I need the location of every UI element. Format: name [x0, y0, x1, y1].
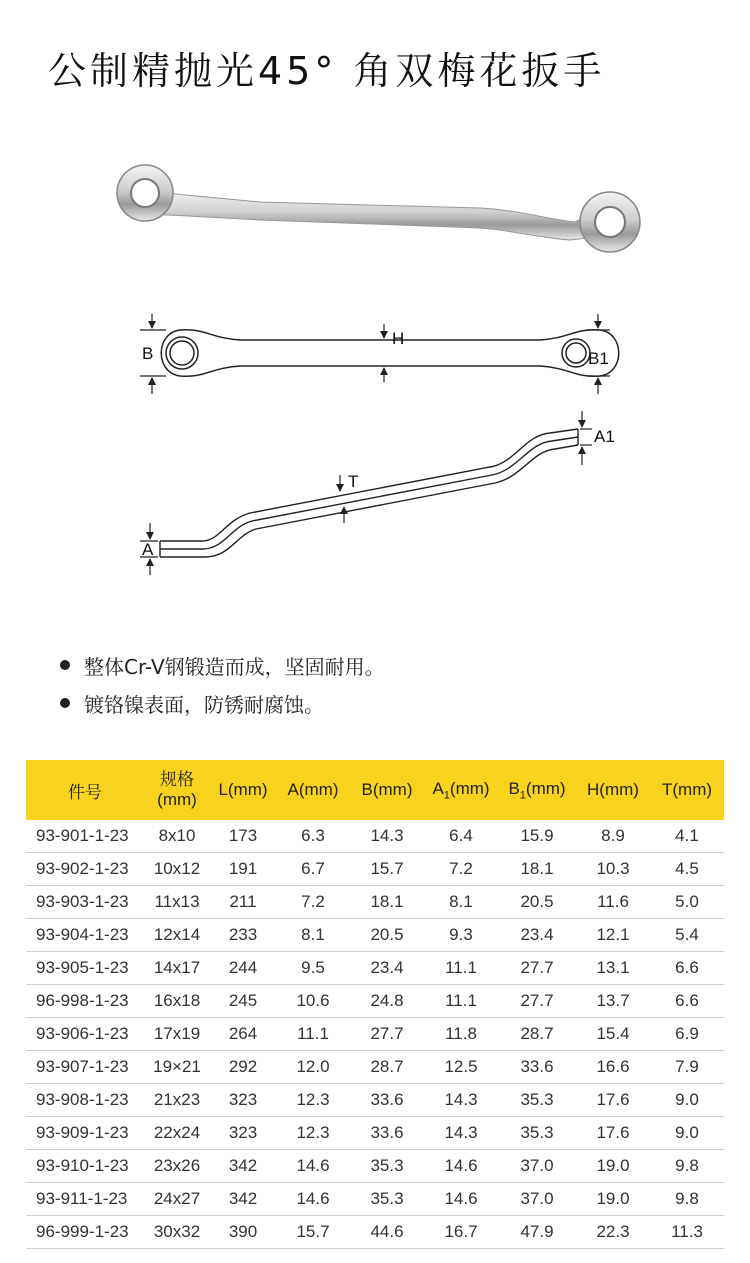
feature-text: 镀铬镍表面，防锈耐腐蚀。	[84, 692, 324, 717]
cell-a: 8.1	[276, 919, 350, 952]
cell-t: 6.9	[650, 1018, 724, 1051]
cell-l: 264	[210, 1018, 276, 1051]
cell-b1: 37.0	[498, 1183, 576, 1216]
cell-a: 12.3	[276, 1117, 350, 1150]
cell-l: 245	[210, 985, 276, 1018]
header-h: H(mm)	[576, 760, 650, 820]
cell-part-no: 93-906-1-23	[26, 1018, 144, 1051]
cell-l: 211	[210, 886, 276, 919]
cell-b: 15.7	[350, 853, 424, 886]
cell-a1: 6.4	[424, 820, 498, 853]
table-row	[26, 919, 724, 952]
dimension-label-h: H	[392, 329, 405, 348]
cell-a1: 7.2	[424, 853, 498, 886]
cell-a1: 11.1	[424, 952, 498, 985]
cell-t: 7.9	[650, 1051, 724, 1084]
cell-spec: 30x32	[144, 1216, 210, 1249]
cell-h: 19.0	[576, 1183, 650, 1216]
wrench-top-view-diagram	[130, 308, 630, 403]
cell-part-no: 93-903-1-23	[26, 886, 144, 919]
cell-spec: 23x26	[144, 1150, 210, 1183]
cell-t: 6.6	[650, 952, 724, 985]
cell-a1: 11.1	[424, 985, 498, 1018]
cell-a: 12.0	[276, 1051, 350, 1084]
cell-part-no: 93-904-1-23	[26, 919, 144, 952]
cell-a: 6.3	[276, 820, 350, 853]
cell-a1: 14.6	[424, 1150, 498, 1183]
cell-l: 292	[210, 1051, 276, 1084]
cell-l: 342	[210, 1150, 276, 1183]
cell-spec: 12x14	[144, 919, 210, 952]
cell-spec: 14x17	[144, 952, 210, 985]
cell-spec: 24x27	[144, 1183, 210, 1216]
cell-h: 13.1	[576, 952, 650, 985]
cell-h: 19.0	[576, 1150, 650, 1183]
cell-b1: 27.7	[498, 952, 576, 985]
header-a1: $A_1(mm)$	[424, 760, 498, 820]
cell-part-no: 96-999-1-23	[26, 1216, 144, 1249]
cell-a: 11.1	[276, 1018, 350, 1051]
cell-b1: 18.1	[498, 853, 576, 886]
table-row	[26, 1117, 724, 1150]
cell-part-no: 93-910-1-23	[26, 1150, 144, 1183]
cell-h: 15.4	[576, 1018, 650, 1051]
cell-a: 10.6	[276, 985, 350, 1018]
cell-h: 16.6	[576, 1051, 650, 1084]
cell-l: 173	[210, 820, 276, 853]
cell-part-no: 93-911-1-23	[26, 1183, 144, 1216]
cell-a: 14.6	[276, 1150, 350, 1183]
wrench-product-image	[100, 150, 660, 260]
cell-spec: 17x19	[144, 1018, 210, 1051]
table-row	[26, 1183, 724, 1216]
cell-a1: 12.5	[424, 1051, 498, 1084]
cell-part-no: 93-908-1-23	[26, 1084, 144, 1117]
cell-part-no: 93-907-1-23	[26, 1051, 144, 1084]
cell-h: 10.3	[576, 853, 650, 886]
cell-b1: 23.4	[498, 919, 576, 952]
cell-b1: 35.3	[498, 1084, 576, 1117]
cell-b: 35.3	[350, 1183, 424, 1216]
dimension-label-t: T	[348, 472, 359, 491]
table-row	[26, 952, 724, 985]
feature-item	[60, 684, 385, 722]
table-row	[26, 853, 724, 886]
cell-l: 191	[210, 853, 276, 886]
table-row	[26, 886, 724, 919]
cell-a1: 14.3	[424, 1117, 498, 1150]
dimension-label-a1: A1	[594, 427, 615, 446]
cell-b1: 20.5	[498, 886, 576, 919]
cell-b: 24.8	[350, 985, 424, 1018]
cell-t: 4.5	[650, 853, 724, 886]
cell-b: 20.5	[350, 919, 424, 952]
cell-spec: 16x18	[144, 985, 210, 1018]
table-row	[26, 1051, 724, 1084]
cell-t: 11.3	[650, 1216, 724, 1249]
cell-h: 12.1	[576, 919, 650, 952]
cell-b: 14.3	[350, 820, 424, 853]
cell-b1: 28.7	[498, 1018, 576, 1051]
cell-b: 27.7	[350, 1018, 424, 1051]
feature-item	[60, 646, 385, 684]
cell-l: 323	[210, 1117, 276, 1150]
header-spec: 规格 (mm)	[144, 760, 210, 820]
table-header-row	[26, 760, 724, 820]
cell-b1: 35.3	[498, 1117, 576, 1150]
cell-a1: 16.7	[424, 1216, 498, 1249]
cell-b: 18.1	[350, 886, 424, 919]
cell-a1: 11.8	[424, 1018, 498, 1051]
dimension-label-b1: B1	[588, 349, 609, 368]
header-l: L(mm)	[210, 760, 276, 820]
table-row	[26, 1150, 724, 1183]
cell-spec: 11x13	[144, 886, 210, 919]
cell-t: 4.1	[650, 820, 724, 853]
header-b: B(mm)	[350, 760, 424, 820]
dimension-label-a: A	[142, 540, 154, 559]
cell-t: 9.8	[650, 1150, 724, 1183]
cell-spec: 8x10	[144, 820, 210, 853]
cell-b1: 15.9	[498, 820, 576, 853]
cell-a: 12.3	[276, 1084, 350, 1117]
table-row	[26, 1216, 724, 1249]
header-part-no: 件号	[26, 760, 144, 820]
table-row	[26, 985, 724, 1018]
cell-t: 5.4	[650, 919, 724, 952]
cell-spec: 22x24	[144, 1117, 210, 1150]
cell-b: 44.6	[350, 1216, 424, 1249]
cell-a1: 8.1	[424, 886, 498, 919]
bullet-icon	[60, 698, 70, 708]
header-b1: $B_1(mm)$	[498, 760, 576, 820]
spec-table	[26, 760, 724, 1249]
cell-t: 6.6	[650, 985, 724, 1018]
cell-h: 22.3	[576, 1216, 650, 1249]
cell-l: 233	[210, 919, 276, 952]
page-title: 公制精抛光45° 角双梅花扳手	[48, 49, 606, 93]
cell-t: 9.0	[650, 1084, 724, 1117]
cell-h: 17.6	[576, 1117, 650, 1150]
cell-b: 33.6	[350, 1117, 424, 1150]
cell-a: 7.2	[276, 886, 350, 919]
table-row	[26, 1018, 724, 1051]
cell-h: 8.9	[576, 820, 650, 853]
cell-a: 9.5	[276, 952, 350, 985]
cell-b: 33.6	[350, 1084, 424, 1117]
cell-b: 23.4	[350, 952, 424, 985]
cell-part-no: 93-901-1-23	[26, 820, 144, 853]
cell-l: 323	[210, 1084, 276, 1117]
cell-a1: 14.6	[424, 1183, 498, 1216]
cell-a: 14.6	[276, 1183, 350, 1216]
cell-h: 13.7	[576, 985, 650, 1018]
cell-a: 15.7	[276, 1216, 350, 1249]
cell-t: 9.0	[650, 1117, 724, 1150]
cell-spec: 21x23	[144, 1084, 210, 1117]
cell-l: 244	[210, 952, 276, 985]
cell-a1: 14.3	[424, 1084, 498, 1117]
cell-t: 9.8	[650, 1183, 724, 1216]
cell-a1: 9.3	[424, 919, 498, 952]
table-row	[26, 1084, 724, 1117]
feature-list	[60, 646, 385, 722]
cell-l: 390	[210, 1216, 276, 1249]
cell-spec: 19×21	[144, 1051, 210, 1084]
header-a: A(mm)	[276, 760, 350, 820]
wrench-side-view-diagram	[130, 405, 630, 585]
cell-part-no: 93-905-1-23	[26, 952, 144, 985]
header-t: T(mm)	[650, 760, 724, 820]
cell-l: 342	[210, 1183, 276, 1216]
table-row	[26, 820, 724, 853]
dimension-label-b: B	[142, 344, 154, 363]
cell-h: 11.6	[576, 886, 650, 919]
cell-b1: 47.9	[498, 1216, 576, 1249]
cell-b: 35.3	[350, 1150, 424, 1183]
cell-spec: 10x12	[144, 853, 210, 886]
cell-a: 6.7	[276, 853, 350, 886]
cell-part-no: 96-998-1-23	[26, 985, 144, 1018]
cell-h: 17.6	[576, 1084, 650, 1117]
cell-part-no: 93-909-1-23	[26, 1117, 144, 1150]
bullet-icon	[60, 660, 70, 670]
cell-b: 28.7	[350, 1051, 424, 1084]
cell-part-no: 93-902-1-23	[26, 853, 144, 886]
cell-b1: 33.6	[498, 1051, 576, 1084]
cell-b1: 37.0	[498, 1150, 576, 1183]
feature-text: 整体Cr-V钢锻造而成，坚固耐用。	[84, 654, 385, 679]
cell-b1: 27.7	[498, 985, 576, 1018]
cell-t: 5.0	[650, 886, 724, 919]
